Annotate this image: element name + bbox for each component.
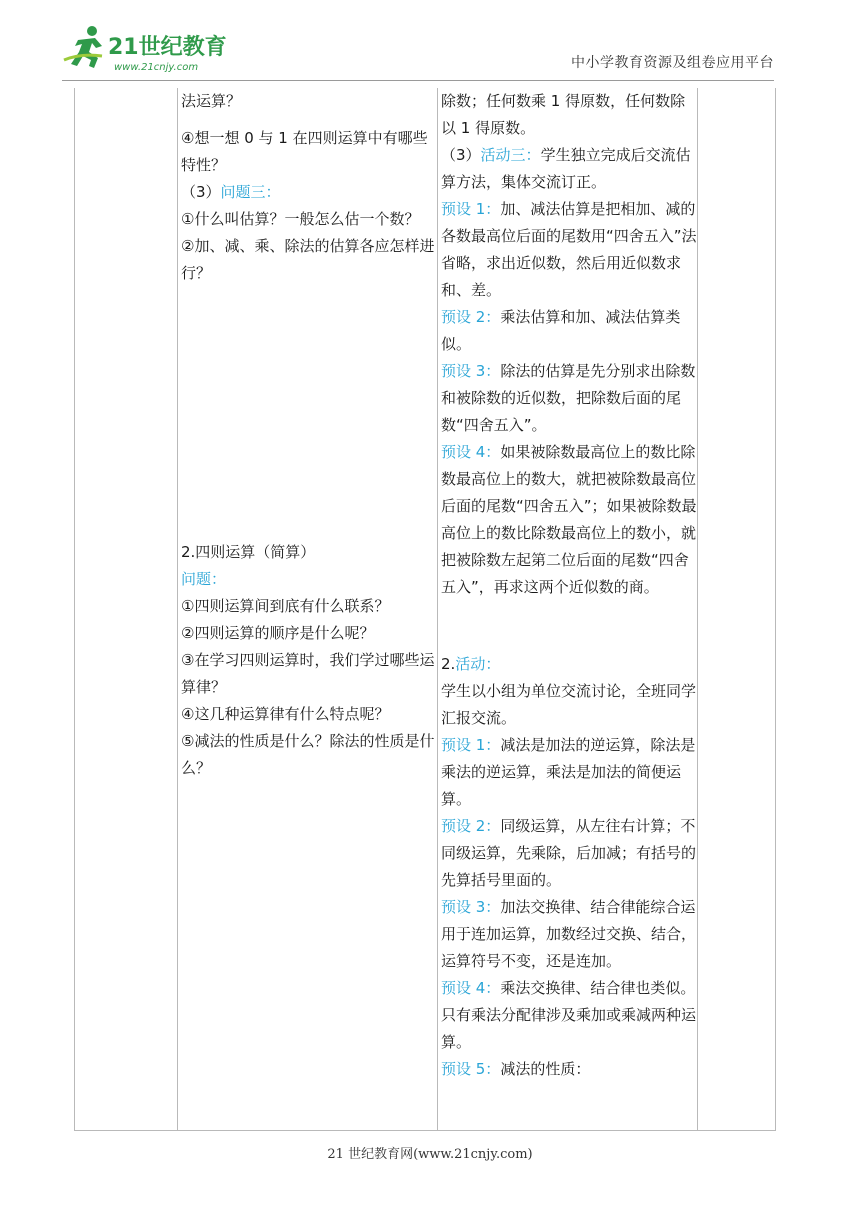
right-z1-text: 减法是加法的逆运算，除法是乘法的逆运算，乘法是加法的简便运算。	[441, 736, 696, 808]
mid-question-2: ②四则运算的顺序是什么呢？	[181, 624, 375, 642]
right-y4-label: 预设 4：	[441, 443, 501, 461]
page-footer: 21 世纪教育网(www.21cnjy.com)	[327, 1147, 533, 1162]
right-z3-text: 加法交换律、结合律能综合运用于连加运算，加数经过交换、结合，运算符号不变，还是连加。	[441, 898, 697, 970]
right-text-1: 除数；任何数乘 1 得原数，任何数除以 1 得原数。	[441, 92, 686, 137]
right-y3-label: 预设 3：	[441, 362, 501, 380]
page-header	[0, 0, 860, 86]
student-activity-cell	[441, 88, 697, 1083]
right-y1-label: 预设 1：	[441, 200, 501, 218]
mid-text-1: 法运算？	[181, 92, 242, 110]
right-a3-prefix: （3）	[441, 146, 481, 164]
right-preset-4	[441, 439, 697, 601]
right-preset-3	[441, 358, 697, 439]
mid-estimate-q1: ①什么叫估算？一般怎么估一个数？	[181, 210, 420, 228]
mid-q3-prefix: （3）	[181, 183, 221, 201]
header-divider	[62, 80, 774, 81]
mid-question-4b: ④这几种运算律有什么特点呢？	[181, 705, 390, 723]
right-y2-text: 乘法估算和加、减法估算类似。	[441, 308, 681, 353]
right-y2-label: 预设 2：	[441, 308, 501, 326]
right-preset-b3	[441, 894, 697, 975]
right-z5-text: 减法的性质：	[500, 1060, 591, 1078]
mid-q3-label: 问题三：	[220, 183, 281, 201]
right-z2-text: 同级运算，从左往右计算；不同级运算，先乘除，后加减；有括号的先算括号里面的。	[441, 817, 697, 889]
right-preset-2	[441, 304, 697, 358]
mid-question-5: ⑤减法的性质是什么？除法的性质是什么？	[181, 732, 435, 777]
mid-question-three-heading	[181, 179, 435, 206]
column-divider-2	[437, 88, 438, 1130]
right-preset-b1	[441, 732, 697, 813]
right-b2-prefix: 2.	[441, 655, 456, 673]
right-preset-1	[441, 196, 697, 304]
right-preset-b2	[441, 813, 697, 894]
mid-question-4: ④想一想 0 与 1 在四则运算中有哪些特性？	[181, 129, 428, 174]
right-z5-label: 预设 5：	[441, 1060, 501, 1078]
right-a3-text: 学生独立完成后交流估算方法，集体交流订正。	[441, 146, 691, 191]
column-divider-1	[177, 88, 178, 1130]
mid-section-2-title: 2.四则运算（简算）	[181, 543, 316, 561]
column-divider-3	[697, 88, 698, 1130]
right-activity-3	[441, 142, 697, 196]
mid-estimate-q2: ②加、减、乘、除法的估算各应怎样进行？	[181, 237, 435, 282]
right-b2-label: 活动：	[455, 655, 501, 673]
logo	[62, 22, 232, 76]
right-a3-label: 活动三：	[480, 146, 541, 164]
mid-section-2-label: 问题：	[181, 570, 227, 588]
right-activity-2-heading	[441, 651, 697, 678]
right-z1-label: 预设 1：	[441, 736, 501, 754]
right-y3-text: 除法的估算是先分别求出除数和被除数的近似数，把除数后面的尾数“四舍五入”。	[441, 362, 696, 434]
right-y1-text: 加、减法估算是把相加、减的各数最高位后面的尾数用“四舍五入”法省略，求出近似数，然后用近似数求和、差。	[441, 200, 697, 299]
logo-text: 21世纪教育	[108, 35, 227, 60]
mid-question-3: ③在学习四则运算时，我们学过哪些运算律？	[181, 651, 435, 696]
right-y4-text: 如果被除数最高位上的数比除数最高位上的数大，就把被除数最高位后面的尾数“四舍五入”；如果被除数最高位上的数比除数最高位上的数小，就把被除数左起第二位后面的尾数“四舍五入”，再求这两个近似数的商。	[441, 443, 697, 596]
logo-url: www.21cnjy.com	[114, 62, 199, 73]
mid-question-1: ①四则运算间到底有什么联系？	[181, 597, 390, 615]
runner-icon	[64, 26, 102, 68]
right-preset-b4	[441, 975, 697, 1056]
right-z2-label: 预设 2：	[441, 817, 501, 835]
right-z4-label: 预设 4：	[441, 979, 501, 997]
right-preset-b5	[441, 1056, 697, 1083]
right-z4-text: 乘法交换律、结合律也类似。只有乘法分配律涉及乘加或乘减两种运算。	[441, 979, 697, 1051]
right-activity-2-text: 学生以小组为单位交流讨论，全班同学汇报交流。	[441, 682, 697, 727]
teacher-activity-cell	[181, 88, 435, 782]
platform-name: 中小学教育资源及组卷应用平台	[571, 55, 774, 71]
right-z3-label: 预设 3：	[441, 898, 501, 916]
